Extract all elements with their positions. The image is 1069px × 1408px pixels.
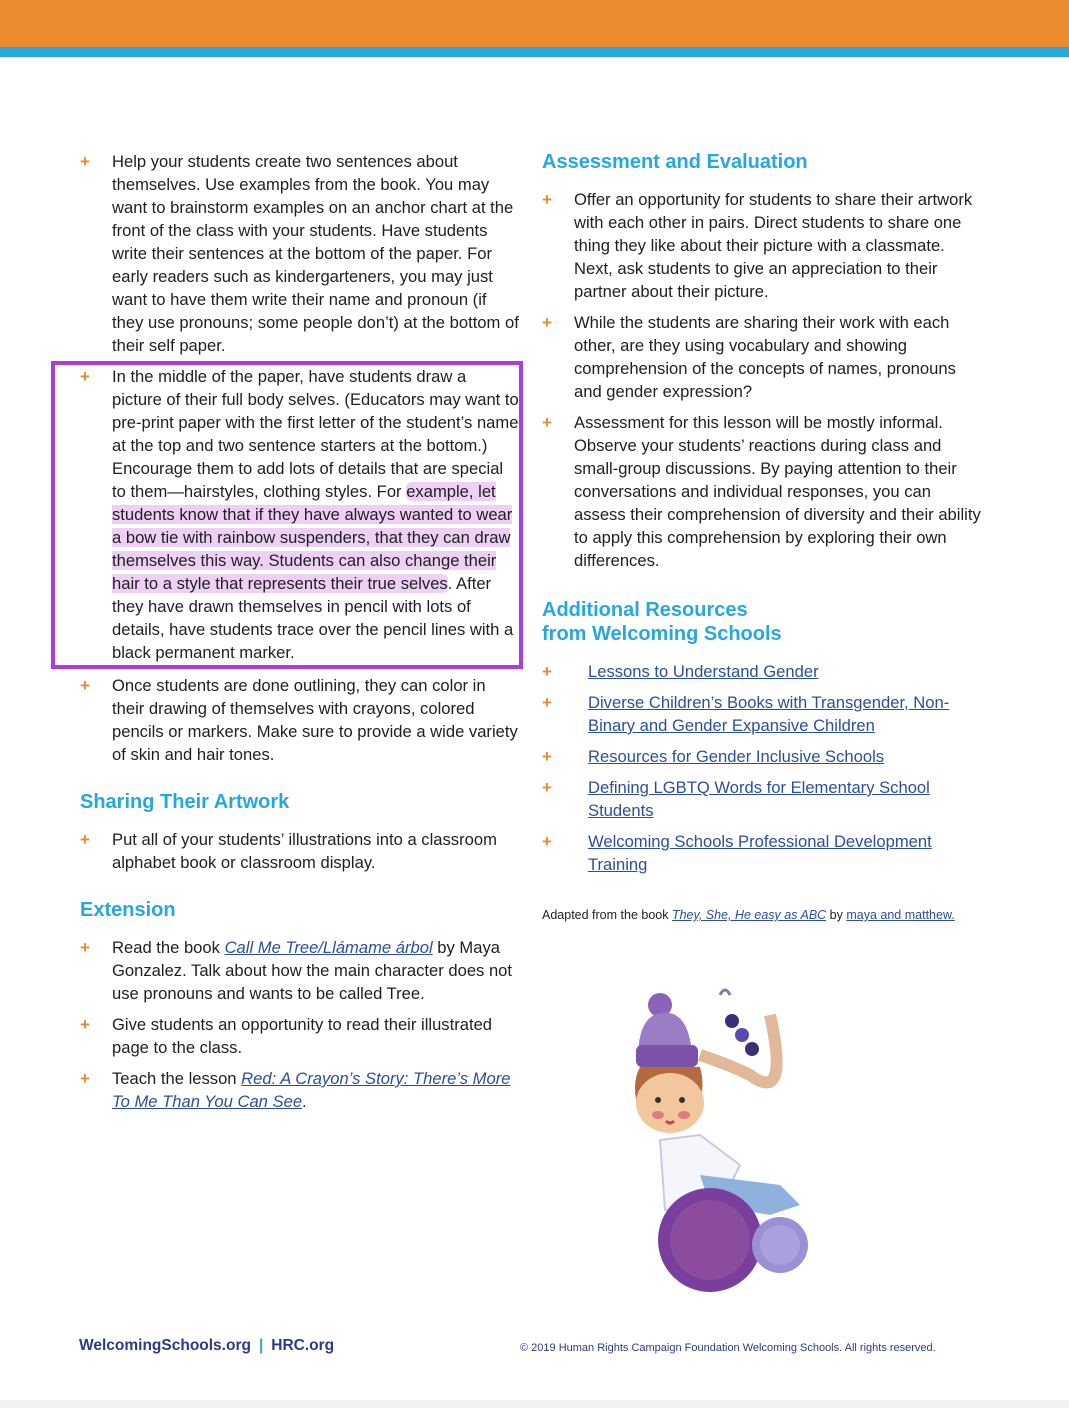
plus-icon: + xyxy=(542,832,552,851)
list-item xyxy=(80,150,520,357)
plus-icon: + xyxy=(80,1069,90,1088)
list-item xyxy=(542,745,982,768)
list-item-text: Read the book xyxy=(112,938,225,957)
plus-icon: + xyxy=(80,1015,90,1034)
sharing-heading: Sharing Their Artwork xyxy=(80,791,290,813)
book-link[interactable]: They, She, He easy as ABC xyxy=(671,908,827,922)
list-item xyxy=(80,1013,520,1059)
assessment-heading: Assessment and Evaluation xyxy=(542,151,808,173)
plus-icon: + xyxy=(542,190,552,209)
plus-icon: + xyxy=(80,676,90,695)
left-column xyxy=(80,150,520,1121)
list-item-highlighted xyxy=(80,365,520,664)
red-crayon-link[interactable]: Red: A Crayon’s Story: There’s More To Me Than You Can See xyxy=(112,1069,511,1111)
credit-text: Adapted from the book xyxy=(542,908,672,922)
welcoming-schools-link[interactable]: WelcomingSchools.org xyxy=(79,1337,251,1354)
page-bottom-edge xyxy=(0,1400,1069,1408)
copyright-notice: © 2019 Human Rights Campaign Foundation Welcoming Schools. All rights reserved. xyxy=(520,1342,936,1354)
plus-icon: + xyxy=(542,693,552,712)
list-item xyxy=(542,776,982,822)
plus-icon: + xyxy=(542,413,552,432)
list-item xyxy=(80,674,520,766)
list-item-text-before: In the middle of the paper, have students draw a picture of their full body selves. (Educators may want to pre-print paper with the first letter of the student’s name at the top and two sentence starters at the bottom.) Encourage them to add lots of details that are special to them—hairstyles, clothing styles. For xyxy=(112,367,519,501)
resource-link[interactable]: Welcoming Schools Professional Development Training xyxy=(588,832,932,874)
list-item xyxy=(80,828,520,874)
resources-heading-line-2: from Welcoming Schools xyxy=(542,623,782,645)
extension-heading: Extension xyxy=(80,899,176,921)
list-item-text: Put all of your students’ illustrations into a classroom alphabet book or classroom display. xyxy=(112,830,497,872)
list-item-text: Once students are done outlining, they can color in their drawing of themselves with crayons, colored pencils or markers. Make sure to provide a wide variety of skin and hair tones. xyxy=(112,676,518,764)
list-item-text: While the students are sharing their work with each other, are they using vocabulary and showing comprehension of the concepts of names, pronouns and gender expression? xyxy=(574,313,956,401)
list-item-text: Give students an opportunity to read their illustrated page to the class. xyxy=(112,1015,493,1057)
list-item xyxy=(542,411,982,572)
adapted-credit xyxy=(542,906,982,925)
resource-link[interactable]: Defining LGBTQ Words for Elementary School Students xyxy=(588,778,930,820)
list-item-text-after: . After they have drawn themselves in pencil with lots of details, have students trace over the pencil lines with a black permanent marker. xyxy=(112,574,514,662)
right-column xyxy=(542,150,982,925)
extension-list xyxy=(80,936,520,1113)
sharing-list xyxy=(80,828,520,874)
list-item-text: by Maya Gonzalez. Talk about how the main character does not use pronouns and wants to be called Tree. xyxy=(112,938,513,1003)
child-with-beanie-illustration xyxy=(630,975,830,1295)
plus-icon: + xyxy=(80,938,90,957)
list-item-text: Help your students create two sentences about themselves. Use examples from the book. You may want to brainstorm examples on an anchor chart at the front of the class with your students. Have students write their sentences at the bottom of the paper. For early readers such as kindergarteners, you may just want to have them write their name and pronoun (if they use pronouns; some people don’t) at the bottom of their self paper. xyxy=(112,152,519,355)
list-item xyxy=(542,660,982,683)
resource-link[interactable]: Lessons to Understand Gender xyxy=(588,662,819,681)
plus-icon: + xyxy=(542,778,552,797)
resources-list xyxy=(542,660,982,876)
list-item xyxy=(542,691,982,737)
list-item xyxy=(80,936,520,1005)
credit-text: by xyxy=(826,908,847,922)
footer-separator: | xyxy=(258,1337,264,1354)
highlighted-text: example, let students know that if they have always wanted to wear a bow tie with rainbow suspenders, that they can draw themselves this way. Students can also change their hair to a style that represents their true selves xyxy=(112,482,513,593)
plus-icon: + xyxy=(80,152,90,171)
author-link[interactable]: maya and matthew. xyxy=(846,908,955,922)
resource-link[interactable]: Resources for Gender Inclusive Schools xyxy=(588,747,885,766)
plus-icon: + xyxy=(80,830,90,849)
list-item xyxy=(80,1067,520,1113)
plus-icon: + xyxy=(542,747,552,766)
list-item xyxy=(542,311,982,403)
resources-heading xyxy=(542,598,982,646)
plus-icon: + xyxy=(542,662,552,681)
header-blue-stripe xyxy=(0,47,1069,57)
resource-link[interactable]: Diverse Children’s Books with Transgender, Non-Binary and Gender Expansive Children xyxy=(588,693,950,735)
list-item-text: . xyxy=(302,1092,307,1111)
call-me-tree-link[interactable]: Call Me Tree/Llámame árbol xyxy=(224,938,433,957)
list-item xyxy=(542,830,982,876)
resources-heading-line-1: Additional Resources xyxy=(542,599,748,621)
header-orange-band xyxy=(0,0,1069,47)
list-item-text: Teach the lesson xyxy=(112,1069,242,1088)
assessment-list xyxy=(542,188,982,572)
hrc-link[interactable]: HRC.org xyxy=(271,1337,335,1354)
footer-links xyxy=(79,1337,334,1355)
list-item-text: Offer an opportunity for students to share their artwork with each other in pairs. Direct students to share one thing they like about their picture with a classmate. Next, ask students to give an appreciation to their partner about their picture. xyxy=(574,190,973,301)
list-item-text: Assessment for this lesson will be mostly informal. Observe your students’ reactions during class and small-group discussions. By paying attention to their conversations and individual responses, you can assess their comprehension of diversity and their ability to apply this comprehension by exploring their own differences. xyxy=(574,413,981,570)
plus-icon: + xyxy=(80,367,90,386)
list-item xyxy=(542,188,982,303)
plus-icon: + xyxy=(542,313,552,332)
activity-list xyxy=(80,150,520,766)
